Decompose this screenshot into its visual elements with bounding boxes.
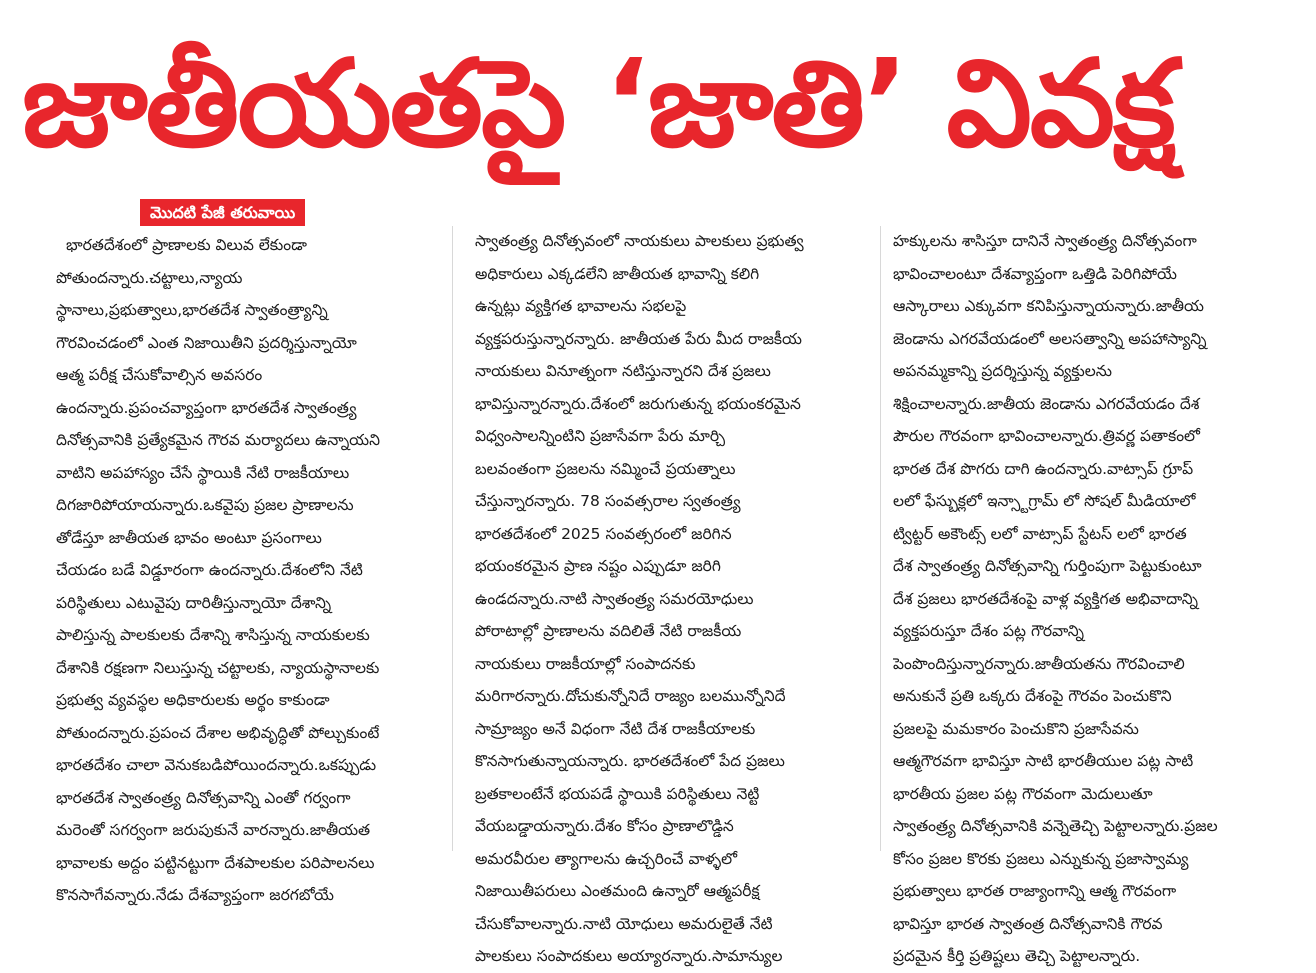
text-line: దేశ స్వాతంత్ర్య దినోత్సవాన్ని గుర్తింపుగా పెట్టుకుంటూ bbox=[893, 557, 1202, 575]
article-column-2 bbox=[475, 225, 875, 973]
text-line: భారతదేశ స్వాతంత్ర్య దినోత్సవాన్ని ఎంతో గర్వంగా bbox=[56, 788, 351, 807]
text-line: పోరాటాల్లో ప్రాణాలను వదిలితే నేటి రాజకీయ bbox=[475, 622, 742, 640]
column-divider bbox=[452, 226, 453, 851]
text-line: అనుకునే ప్రతి ఒక్కరు దేశంపై గౌరవం పెంచుకొని bbox=[893, 687, 1172, 705]
text-line: వ్యక్తపరుస్తున్నారన్నారు. జాతీయత పేరు మీద రాజకీయ bbox=[475, 329, 802, 348]
text-line: నాయకులు వినూత్నంగా నటిస్తున్నారని దేశ ప్రజలు bbox=[475, 362, 771, 380]
text-line: స్వాతంత్ర్య దినోత్సవంలో నాయకులు పాలకులు ప్రభుత్వ bbox=[475, 232, 804, 250]
text-line: దేశ ప్రజలు భారతదేశంపై వాళ్ల వ్యక్తిగత అభివాదాన్ని bbox=[893, 589, 1198, 608]
text-line: మరిగారన్నారు.దోచుకున్నోనిదే రాజ్యం బలమున్నోనిదే bbox=[475, 687, 786, 705]
text-line: బలవంతంగా ప్రజలను నమ్మించే ప్రయత్నాలు bbox=[475, 459, 736, 478]
text-line: పాలకులు సంపాదకులు అయ్యారన్నారు.సామాన్యుల bbox=[475, 947, 783, 965]
text-line: తోడేస్తూ జాతీయత భావం అంటూ ప్రసంగాలు bbox=[56, 528, 322, 547]
headline: జాతీయతపై ‘జాతి’ వివక్ష bbox=[22, 35, 1174, 174]
text-line: అపనమ్మకాన్ని ప్రదర్శిస్తున్న వ్యక్తులను bbox=[893, 362, 1112, 380]
text-line: బ్రతకాలంటేనే భయపడే స్థాయికి పరిస్థితులు నెట్టి bbox=[475, 784, 760, 803]
text-line: హక్కులను శాసిస్తూ దానినే స్వాతంత్ర్య దినోత్సవంగా bbox=[893, 232, 1197, 250]
article-column-1 bbox=[56, 229, 426, 912]
text-line: భారతదేశంలో ప్రాణాలకు విలువ లేకుండా bbox=[66, 236, 307, 254]
text-line: సామ్రాజ్యం అనే విధంగా నేటి దేశ రాజకీయాలకు bbox=[475, 719, 756, 738]
text-line: ఉన్నట్లు వ్యక్తిగత భావాలను సభలపై bbox=[475, 297, 687, 315]
text-line: మరెంతో సగర్వంగా జరుపుకునే వారన్నారు.జాతీయత bbox=[56, 821, 371, 839]
text-line: వేయబడ్డాయన్నారు.దేశం కోసం ప్రాణాలొడ్డిన bbox=[475, 817, 734, 835]
text-line: నిజాయితీపరులు ఎంతమంది ఉన్నారో ఆత్మపరీక్ష bbox=[475, 882, 760, 900]
text-line: జెండాను ఎగరవేయడంలో అలసత్వాన్ని అపహాస్యాన్ని bbox=[893, 329, 1207, 348]
text-line: పోతుందన్నారు.ప్రపంచ దేశాల అభివృద్ధితో పోల్చుకుంటే bbox=[56, 723, 380, 742]
text-line: ఉందన్నారు.ప్రపంచవ్యాప్తంగా భారతదేశ స్వాతంత్ర్య bbox=[56, 398, 357, 417]
text-line: భారత దేశ పొగరు దాగి ఉందన్నారు.వాట్సాప్ గ్రూప్ bbox=[893, 459, 1194, 478]
text-line: భావాలకు అద్దం పట్టినట్టుగా దేశపాలకుల పరిపాలనలు bbox=[56, 853, 375, 872]
text-line: నాయకులు రాజకీయాల్లో సంపాదనకు bbox=[475, 654, 696, 673]
text-line: చేసుకోవాలన్నారు.నాటి యోధులు అమరులైతే నేటి bbox=[475, 914, 773, 933]
text-line: లలో ఫేస్బుక్లలో ఇన్స్టాగ్రామ్ లో సోషల్ మీడియాలో bbox=[893, 492, 1196, 510]
text-line: చేస్తున్నారన్నారు. 78 సంవత్సరాల స్వతంత్ర్య bbox=[475, 492, 741, 510]
text-line: దేశానికి రక్షణగా నిలుస్తున్న చట్టాలకు, న్యాయస్థానాలకు bbox=[56, 658, 380, 677]
text-line: దినోత్సవానికి ప్రత్యేకమైన గౌరవ మర్యాదలు ఉన్నాయని bbox=[56, 431, 380, 449]
article-column-3 bbox=[893, 225, 1303, 973]
text-line: గౌరవించడంలో ఎంత నిజాయితీని ప్రదర్శిస్తున్నాయో bbox=[56, 333, 357, 352]
text-line: వ్యక్తపరుస్తూ దేశం పట్ల గౌరవాన్ని bbox=[893, 622, 1084, 640]
text-line: భారతదేశంలో 2025 సంవత్సరంలో జరిగిన bbox=[475, 524, 732, 543]
text-line: భావిస్తూ భారత స్వాతంత్ర దినోత్సవానికి గౌరవ bbox=[893, 914, 1163, 933]
text-line: ఆత్మగౌరవగా భావిస్తూ సాటి భారతీయుల పట్ల సాటి bbox=[893, 752, 1194, 770]
text-line: భారతీయ ప్రజల పట్ల గౌరవంగా మెదులుతూ bbox=[893, 784, 1153, 803]
text-line: ఆస్కారాలు ఎక్కువగా కనిపిస్తున్నాయన్నారు.జాతీయ bbox=[893, 297, 1204, 315]
text-line: ప్రభుత్వాలు భారత రాజ్యాంగాన్ని ఆత్మ గౌరవంగా bbox=[893, 882, 1177, 900]
text-line: భారతదేశం చాలా వెనుకబడిపోయిందన్నారు.ఒకప్పుడు bbox=[56, 756, 377, 774]
text-line: పెంపొందిస్తున్నారన్నారు.జాతీయతను గౌరవించాలి bbox=[893, 654, 1185, 673]
text-line: ప్రజలపై మమకారం పెంచుకొని ప్రజాసేవను bbox=[893, 719, 1139, 738]
text-line: భావించాలంటూ దేశవ్యాప్తంగా ఒత్తిడి పెరిగిపోయే bbox=[893, 264, 1177, 283]
text-line: ప్రభుత్వ వ్యవస్థల అధికారులకు అర్థం కాకుండా bbox=[56, 691, 330, 709]
column-divider bbox=[880, 226, 881, 851]
text-line: కోసం ప్రజల కొరకు ప్రజలు ఎన్నుకున్న ప్రజాస్వామ్య bbox=[893, 849, 1189, 868]
text-line: వాటిని అపహాస్యం చేసే స్థాయికి నేటి రాజకీయాలు bbox=[56, 463, 350, 482]
continued-from-front-page-tag: మొదటి పేజీ తరువాయి bbox=[140, 199, 305, 226]
text-line: ట్విట్టర్ అకౌంట్స్ లలో వాట్సాప్ స్టేటస్ లలో భారత bbox=[893, 524, 1187, 543]
text-line: కొనసాగేవన్నారు.నేడు దేశవ్యాప్తంగా జరగబోయే bbox=[56, 886, 334, 904]
text-line: విధ్వంసాలన్నింటిని ప్రజాసేవగా పేరు మార్చి bbox=[475, 427, 726, 445]
text-line: కొనసాగుతున్నాయన్నారు. భారతదేశంలో పేద ప్రజలు bbox=[475, 752, 785, 770]
text-line: భయంకరమైన ప్రాణ నష్టం ఎప్పుడూ జరిగి bbox=[475, 557, 721, 575]
text-line: స్వాతంత్ర్య దినోత్సవానికి వన్నెతెచ్చి పెట్టాలన్నారు.ప్రజల bbox=[893, 817, 1218, 835]
text-line: చేయడం బడే విడ్డూరంగా ఉందన్నారు.దేశంలోని నేటి bbox=[56, 561, 363, 579]
text-line: అధికారులు ఎక్కడలేని జాతీయత భావాన్ని కలిగి bbox=[475, 264, 760, 283]
text-line: శిక్షించాలన్నారు.జాతీయ జెండాను ఎగరవేయడం దేశ bbox=[893, 394, 1200, 413]
text-line: పోతుందన్నారు.చట్టాలు,న్యాయ bbox=[56, 268, 243, 287]
text-line: స్థానాలు,ప్రభుత్వాలు,భారతదేశ స్వాతంత్ర్యాన్ని bbox=[56, 301, 328, 319]
text-line: పరిస్థితులు ఎటువైపు దారితీస్తున్నాయో దేశాన్ని bbox=[56, 593, 332, 612]
text-line: పాలిస్తున్న పాలకులకు దేశాన్ని శాసిస్తున్న నాయకులకు bbox=[56, 626, 370, 644]
text-line: ప్రదమైన కీర్తి ప్రతిష్టలు తెచ్చి పెట్టాలన్నారు. bbox=[893, 947, 1141, 965]
text-line: ఉండదన్నారు.నాటి స్వాతంత్ర్య సమరయోధులు bbox=[475, 589, 754, 608]
text-line: అమరవీరుల త్యాగాలను ఉచ్చరించే వాళ్ళలో bbox=[475, 849, 738, 868]
text-line: పౌరుల గౌరవంగా భావించాలన్నారు.త్రివర్ణ పతాకంలో bbox=[893, 427, 1201, 445]
text-line: భావిస్తున్నారన్నారు.దేశంలో జరుగుతున్న భయంకరమైన bbox=[475, 394, 801, 413]
text-line: ఆత్మ పరీక్ష చేసుకోవాల్సిన అవసరం bbox=[56, 366, 263, 384]
text-line: దిగజారిపోయాయన్నారు.ఒకవైపు ప్రజల ప్రాణాలను bbox=[56, 496, 354, 514]
